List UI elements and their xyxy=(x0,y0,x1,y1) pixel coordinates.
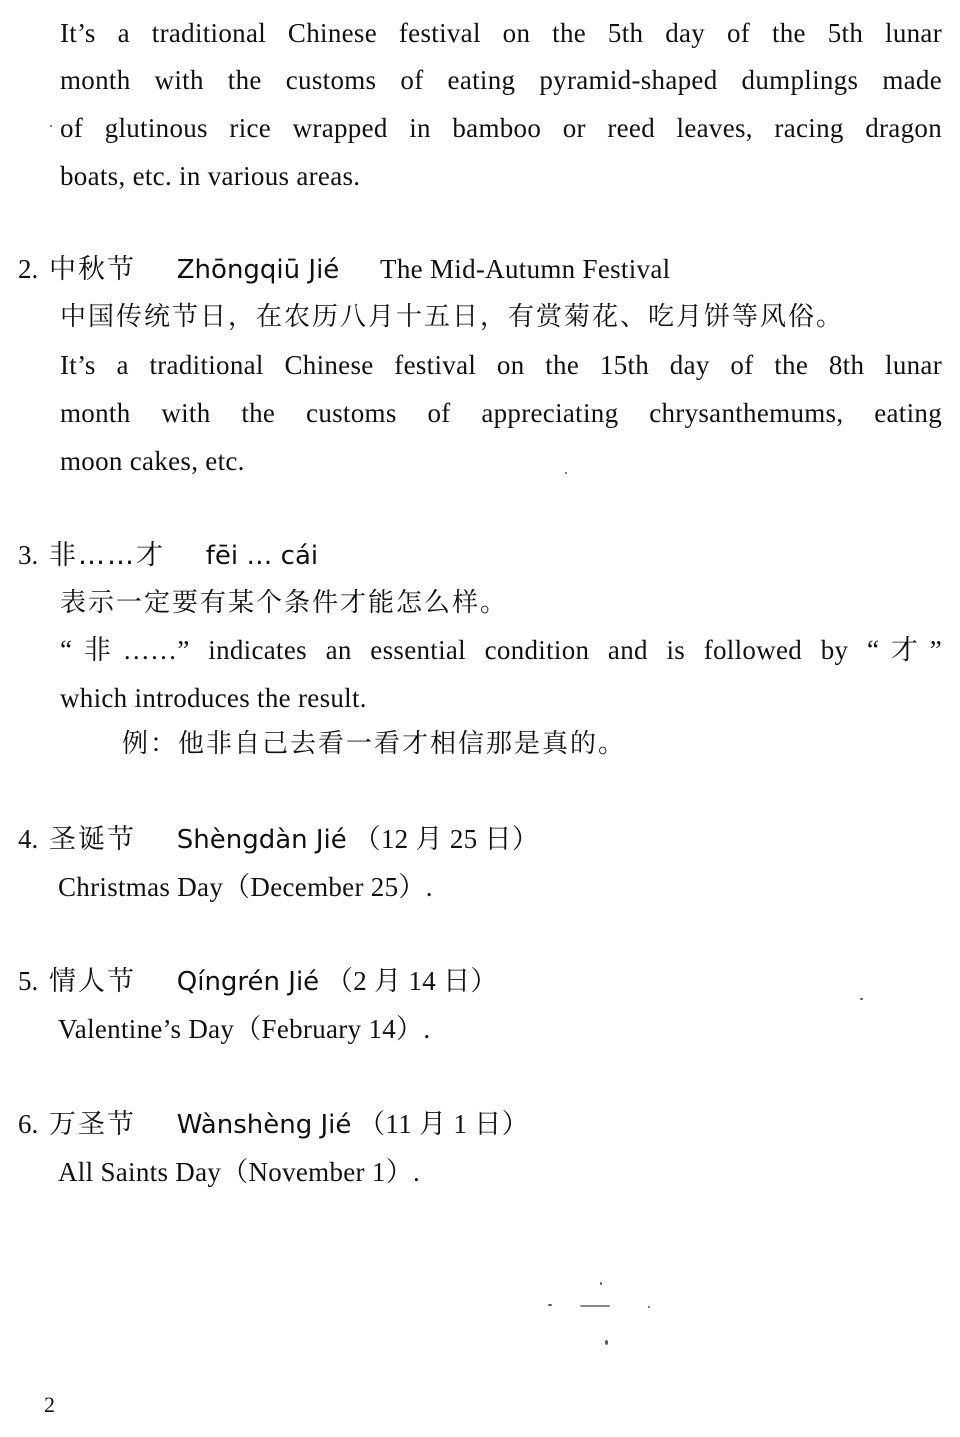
scan-speck xyxy=(860,998,863,1000)
entry-english-term: All Saints Day（November 1）. xyxy=(58,1157,421,1187)
entry-english-line: It’s a traditional Chinese festival on the 15th day of the 8th lunar xyxy=(60,350,942,380)
scan-speck xyxy=(605,1340,608,1345)
entry-english-line: moon cakes, etc. xyxy=(60,446,245,476)
scan-speck xyxy=(565,472,567,474)
entry-heading xyxy=(18,964,498,999)
entry-english-line: month with the customs of appreciating chrysanthemums, eating xyxy=(60,398,942,428)
entry-heading xyxy=(18,822,539,857)
entry-english-line: “非……” indicates an essential condition and is followed by “才” xyxy=(60,635,942,665)
entry-chinese-term: 圣诞节 xyxy=(49,824,136,855)
entry-pinyin: Shèngdàn Jié xyxy=(176,825,347,855)
intro-line: month with the customs of eating pyramid-shaped dumplings made xyxy=(60,65,942,95)
intro-line: of glutinous rice wrapped in bamboo or reed leaves, racing dragon xyxy=(60,113,942,143)
entry-english-term: Christmas Day（December 25）. xyxy=(58,872,433,902)
intro-line: boats, etc. in various areas. xyxy=(60,161,361,191)
entry-chinese-description: 中国传统节日，在农历八月十五日，有赏菊花、吃月饼等风俗。 xyxy=(60,302,845,332)
entry-example: 例：他非自己去看一看才相信那是真的。 xyxy=(122,729,627,759)
scan-speck xyxy=(600,1282,602,1285)
scan-speck xyxy=(548,1304,552,1306)
entry-english-term: The Mid-Autumn Festival xyxy=(380,254,671,284)
entry-date: （2 月 14 日） xyxy=(325,966,498,996)
scan-speck xyxy=(648,1306,650,1308)
entry-heading xyxy=(18,252,670,287)
entry-number: 4. xyxy=(18,824,39,854)
entry-chinese-term: 情人节 xyxy=(49,966,136,997)
entry-chinese-term: 万圣节 xyxy=(49,1109,136,1140)
entry-date: （12 月 25 日） xyxy=(353,824,540,854)
entry-pinyin: Qíngrén Jié xyxy=(176,967,320,997)
entry-number: 5. xyxy=(18,966,39,996)
entry-pinyin: fēi … cái xyxy=(205,541,319,571)
scan-speck xyxy=(50,125,52,127)
entry-english-line: which introduces the result. xyxy=(60,683,367,713)
intro-line: It’s a traditional Chinese festival on the 5th day of the 5th lunar xyxy=(60,18,942,48)
entry-english-term: Valentine’s Day（February 14）. xyxy=(58,1014,431,1044)
entry-pinyin: Zhōngqiū Jié xyxy=(176,255,340,285)
entry-number: 3. xyxy=(18,540,39,570)
entry-heading xyxy=(18,538,318,573)
entry-date: （11 月 1 日） xyxy=(358,1109,529,1139)
entry-chinese-term: 非……才 xyxy=(49,540,165,571)
entry-number: 6. xyxy=(18,1109,39,1139)
entry-chinese-term: 中秋节 xyxy=(49,254,136,285)
entry-pinyin: Wànshèng Jié xyxy=(176,1110,352,1140)
entry-number: 2. xyxy=(18,254,39,284)
scan-speck xyxy=(580,1305,610,1307)
page-number: 2 xyxy=(44,1392,55,1417)
entry-chinese-description: 表示一定要有某个条件才能怎么样。 xyxy=(60,588,509,618)
entry-heading xyxy=(18,1107,529,1142)
